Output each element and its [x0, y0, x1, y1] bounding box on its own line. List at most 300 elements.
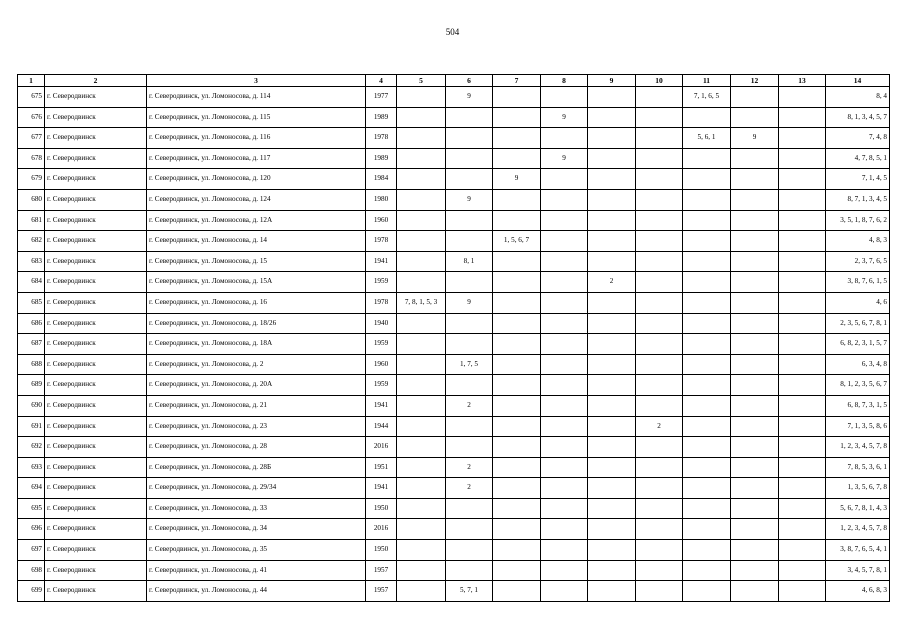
table-row — [18, 478, 890, 499]
table-cell — [683, 416, 731, 437]
table-cell: 1959 — [366, 272, 397, 293]
table-cell: 2 — [446, 457, 493, 478]
table-row — [18, 169, 890, 190]
table-cell — [541, 498, 588, 519]
table-cell — [636, 581, 683, 602]
table-cell: г. Северодвинск, ул. Ломоносова, д. 29/34 — [147, 478, 366, 499]
table-cell — [541, 375, 588, 396]
table-cell — [636, 354, 683, 375]
table-cell: 675 — [18, 87, 45, 108]
table-cell — [493, 210, 541, 231]
table-cell — [493, 560, 541, 581]
table-cell: 3, 5, 1, 8, 7, 6, 2 — [826, 210, 890, 231]
table-cell: 1941 — [366, 251, 397, 272]
table-cell: 682 — [18, 231, 45, 252]
table-cell — [779, 107, 826, 128]
table-cell: г. Северодвинск — [45, 498, 147, 519]
table-cell: 685 — [18, 292, 45, 313]
table-row — [18, 292, 890, 313]
table-cell — [541, 292, 588, 313]
table-cell: 9 — [541, 148, 588, 169]
table-cell — [541, 478, 588, 499]
table-cell: 8, 4 — [826, 87, 890, 108]
table-cell — [588, 395, 636, 416]
table-row — [18, 148, 890, 169]
table-cell: г. Северодвинск — [45, 334, 147, 355]
table-row — [18, 498, 890, 519]
table-cell — [731, 272, 779, 293]
table-cell — [779, 498, 826, 519]
table-cell — [446, 169, 493, 190]
table-cell: 7, 1, 6, 5 — [683, 87, 731, 108]
table-cell — [493, 292, 541, 313]
column-header: 5 — [397, 75, 446, 87]
table-cell: г. Северодвинск — [45, 519, 147, 540]
table-cell: г. Северодвинск, ул. Ломоносова, д. 15 — [147, 251, 366, 272]
table-cell: 679 — [18, 169, 45, 190]
table-cell: 6, 8, 7, 3, 1, 5 — [826, 395, 890, 416]
table-cell — [779, 560, 826, 581]
table-cell: г. Северодвинск, ул. Ломоносова, д. 20А — [147, 375, 366, 396]
table-cell — [588, 560, 636, 581]
table-cell: 1, 5, 6, 7 — [493, 231, 541, 252]
table-cell: 678 — [18, 148, 45, 169]
table-cell — [779, 128, 826, 149]
table-cell — [588, 498, 636, 519]
table-cell — [636, 210, 683, 231]
table-cell — [397, 416, 446, 437]
table-cell — [397, 354, 446, 375]
table-cell: г. Северодвинск, ул. Ломоносова, д. 124 — [147, 189, 366, 210]
table-cell — [446, 498, 493, 519]
table-cell — [731, 478, 779, 499]
table-cell — [541, 231, 588, 252]
table-cell — [397, 560, 446, 581]
table-cell: г. Северодвинск, ул. Ломоносова, д. 41 — [147, 560, 366, 581]
table-cell — [541, 334, 588, 355]
table-cell: г. Северодвинск — [45, 457, 147, 478]
table-cell: 1950 — [366, 498, 397, 519]
table-cell — [493, 334, 541, 355]
table-cell: г. Северодвинск — [45, 107, 147, 128]
table-cell — [683, 107, 731, 128]
table-cell — [397, 251, 446, 272]
table-cell — [683, 210, 731, 231]
table-cell — [493, 519, 541, 540]
table-cell: 684 — [18, 272, 45, 293]
table-cell — [397, 478, 446, 499]
table-cell — [731, 189, 779, 210]
table-cell — [588, 581, 636, 602]
table-cell: 1940 — [366, 313, 397, 334]
table-cell: г. Северодвинск, ул. Ломоносова, д. 14 — [147, 231, 366, 252]
column-header: 4 — [366, 75, 397, 87]
table-cell: 1, 2, 3, 4, 5, 7, 8 — [826, 519, 890, 540]
table-cell: 1957 — [366, 560, 397, 581]
table-cell — [683, 581, 731, 602]
table-cell — [731, 87, 779, 108]
table-cell — [779, 189, 826, 210]
table-cell: г. Северодвинск — [45, 87, 147, 108]
table-cell — [397, 210, 446, 231]
table-cell — [588, 292, 636, 313]
table-cell — [683, 560, 731, 581]
table-cell: 8, 1 — [446, 251, 493, 272]
column-header: 14 — [826, 75, 890, 87]
table-row — [18, 416, 890, 437]
table-row — [18, 560, 890, 581]
table-cell — [541, 354, 588, 375]
table-cell — [779, 272, 826, 293]
table-cell: 7, 4, 8 — [826, 128, 890, 149]
table-cell — [541, 189, 588, 210]
table-cell: 686 — [18, 313, 45, 334]
table-cell — [588, 540, 636, 561]
table-cell — [446, 540, 493, 561]
table-cell — [493, 272, 541, 293]
table-cell — [397, 540, 446, 561]
table-cell — [779, 231, 826, 252]
table-cell — [588, 519, 636, 540]
table-cell: 1989 — [366, 148, 397, 169]
table-cell: г. Северодвинск — [45, 354, 147, 375]
table-cell: 7, 1, 4, 5 — [826, 169, 890, 190]
table-cell — [636, 128, 683, 149]
table-cell: 676 — [18, 107, 45, 128]
table-cell: 9 — [493, 169, 541, 190]
column-header: 12 — [731, 75, 779, 87]
table-cell: г. Северодвинск, ул. Ломоносова, д. 114 — [147, 87, 366, 108]
table-cell — [541, 395, 588, 416]
table-cell: 1, 7, 5 — [446, 354, 493, 375]
table-cell: г. Северодвинск — [45, 210, 147, 231]
table-cell — [446, 313, 493, 334]
table-cell — [636, 189, 683, 210]
table-cell — [397, 189, 446, 210]
column-header: 10 — [636, 75, 683, 87]
table-cell — [397, 519, 446, 540]
table-cell — [446, 375, 493, 396]
table-cell — [446, 560, 493, 581]
table-cell — [731, 354, 779, 375]
table-cell: 696 — [18, 519, 45, 540]
table-cell: 1941 — [366, 478, 397, 499]
table-cell: г. Северодвинск, ул. Ломоносова, д. 28 — [147, 437, 366, 458]
table-row — [18, 457, 890, 478]
table-cell: 1951 — [366, 457, 397, 478]
table-cell — [588, 231, 636, 252]
table-cell — [588, 313, 636, 334]
table-cell: 1984 — [366, 169, 397, 190]
table-cell — [683, 251, 731, 272]
table-cell: 2, 3, 7, 6, 5 — [826, 251, 890, 272]
table-cell — [683, 457, 731, 478]
table-cell: 9 — [731, 128, 779, 149]
table-cell: 1959 — [366, 334, 397, 355]
table-cell — [636, 498, 683, 519]
table-cell — [731, 231, 779, 252]
table-cell: 2 — [446, 478, 493, 499]
table-header — [18, 75, 890, 87]
table-cell: г. Северодвинск — [45, 231, 147, 252]
table-cell: 1959 — [366, 375, 397, 396]
table-cell — [779, 478, 826, 499]
table-cell — [397, 581, 446, 602]
table-cell — [636, 272, 683, 293]
table-cell — [493, 478, 541, 499]
table-cell — [588, 189, 636, 210]
table-cell — [731, 148, 779, 169]
table-cell: 3, 8, 7, 6, 1, 5 — [826, 272, 890, 293]
table-cell — [636, 437, 683, 458]
table-cell — [397, 87, 446, 108]
table-cell — [493, 313, 541, 334]
table-cell — [588, 251, 636, 272]
table-row — [18, 581, 890, 602]
table-cell — [493, 189, 541, 210]
table-cell — [446, 437, 493, 458]
table-cell — [731, 519, 779, 540]
table-cell: 8, 7, 1, 3, 4, 5 — [826, 189, 890, 210]
table-cell — [731, 107, 779, 128]
table-cell: 1950 — [366, 540, 397, 561]
table-cell — [636, 87, 683, 108]
table-cell — [588, 478, 636, 499]
table-cell: г. Северодвинск, ул. Ломоносова, д. 116 — [147, 128, 366, 149]
table-cell: 9 — [541, 107, 588, 128]
table-cell: 3, 8, 7, 6, 5, 4, 1 — [826, 540, 890, 561]
table-cell — [731, 375, 779, 396]
table-cell: г. Северодвинск — [45, 560, 147, 581]
table-cell — [731, 457, 779, 478]
table-cell: 9 — [446, 189, 493, 210]
table-cell: 2 — [588, 272, 636, 293]
column-header: 7 — [493, 75, 541, 87]
table-cell — [446, 148, 493, 169]
table-cell — [541, 416, 588, 437]
table-cell: 697 — [18, 540, 45, 561]
table-row — [18, 210, 890, 231]
table-cell — [541, 560, 588, 581]
table-cell: г. Северодвинск, ул. Ломоносова, д. 117 — [147, 148, 366, 169]
table-cell — [779, 169, 826, 190]
table-cell: г. Северодвинск, ул. Ломоносова, д. 12А — [147, 210, 366, 231]
table-row — [18, 87, 890, 108]
table-cell: 691 — [18, 416, 45, 437]
table-cell: 1, 3, 5, 6, 7, 8 — [826, 478, 890, 499]
table-cell — [446, 128, 493, 149]
table-cell — [493, 498, 541, 519]
table-cell — [397, 148, 446, 169]
table-cell: 1960 — [366, 210, 397, 231]
table-cell — [779, 210, 826, 231]
table-cell: г. Северодвинск, ул. Ломоносова, д. 34 — [147, 519, 366, 540]
table-cell: 5, 6, 7, 8, 1, 4, 3 — [826, 498, 890, 519]
table-cell — [493, 251, 541, 272]
table-row — [18, 437, 890, 458]
column-header: 6 — [446, 75, 493, 87]
table-cell — [779, 87, 826, 108]
table-cell — [683, 540, 731, 561]
table-cell: г. Северодвинск, ул. Ломоносова, д. 16 — [147, 292, 366, 313]
table-cell: 1980 — [366, 189, 397, 210]
table-cell — [541, 519, 588, 540]
table-row — [18, 189, 890, 210]
table-row — [18, 128, 890, 149]
table-cell — [683, 334, 731, 355]
table-cell: 692 — [18, 437, 45, 458]
table-cell: 2016 — [366, 437, 397, 458]
table-cell: 1957 — [366, 581, 397, 602]
table-cell — [541, 251, 588, 272]
table-cell — [397, 437, 446, 458]
table-cell — [446, 272, 493, 293]
table-cell — [636, 519, 683, 540]
table-cell: 689 — [18, 375, 45, 396]
table-cell — [588, 354, 636, 375]
table-cell — [636, 395, 683, 416]
table-cell: 1944 — [366, 416, 397, 437]
table-cell: 1977 — [366, 87, 397, 108]
table-cell — [493, 107, 541, 128]
table-cell — [588, 169, 636, 190]
table-cell — [541, 540, 588, 561]
table-cell — [779, 457, 826, 478]
table-cell — [683, 231, 731, 252]
table-cell: г. Северодвинск — [45, 148, 147, 169]
table-cell — [397, 272, 446, 293]
table-cell: 1941 — [366, 395, 397, 416]
column-header: 3 — [147, 75, 366, 87]
table-cell — [588, 437, 636, 458]
table-cell: г. Северодвинск — [45, 478, 147, 499]
table-cell — [731, 334, 779, 355]
table-cell — [541, 457, 588, 478]
table-cell: г. Северодвинск, ул. Ломоносова, д. 23 — [147, 416, 366, 437]
table-cell — [493, 128, 541, 149]
table-cell: 680 — [18, 189, 45, 210]
table-cell: 687 — [18, 334, 45, 355]
table-cell: 1, 2, 3, 4, 5, 7, 8 — [826, 437, 890, 458]
table-cell: 2, 3, 5, 6, 7, 8, 1 — [826, 313, 890, 334]
table-cell: 693 — [18, 457, 45, 478]
column-header: 8 — [541, 75, 588, 87]
table-cell — [397, 313, 446, 334]
table-cell — [683, 354, 731, 375]
table-cell — [731, 169, 779, 190]
table-cell: г. Северодвинск, ул. Ломоносова, д. 115 — [147, 107, 366, 128]
table-cell — [683, 375, 731, 396]
table-cell — [636, 457, 683, 478]
table-cell: г. Северодвинск — [45, 540, 147, 561]
table-cell — [683, 292, 731, 313]
table-cell — [397, 457, 446, 478]
table-cell — [541, 272, 588, 293]
table-cell: г. Северодвинск — [45, 313, 147, 334]
table-cell — [446, 107, 493, 128]
table-cell — [493, 395, 541, 416]
table-cell — [493, 437, 541, 458]
table-cell: г. Северодвинск — [45, 292, 147, 313]
table-cell: 677 — [18, 128, 45, 149]
table-cell — [779, 437, 826, 458]
header-row — [18, 75, 890, 87]
table-cell — [731, 251, 779, 272]
table-cell — [636, 148, 683, 169]
table-cell — [493, 540, 541, 561]
table-cell — [588, 128, 636, 149]
table-row — [18, 272, 890, 293]
table-cell — [683, 272, 731, 293]
table-cell: 2016 — [366, 519, 397, 540]
table-cell — [779, 354, 826, 375]
table-cell: г. Северодвинск, ул. Ломоносова, д. 2 — [147, 354, 366, 375]
table-cell — [397, 169, 446, 190]
table-cell — [397, 231, 446, 252]
table-row — [18, 313, 890, 334]
table-cell — [683, 478, 731, 499]
table-cell — [636, 375, 683, 396]
table-row — [18, 519, 890, 540]
table-cell: г. Северодвинск — [45, 437, 147, 458]
table-cell — [493, 581, 541, 602]
table-cell — [779, 581, 826, 602]
table-cell — [588, 87, 636, 108]
table-cell: 5, 7, 1 — [446, 581, 493, 602]
table-cell — [541, 437, 588, 458]
table-cell — [731, 437, 779, 458]
table-row — [18, 334, 890, 355]
table-cell: 4, 8, 3 — [826, 231, 890, 252]
table-cell — [493, 416, 541, 437]
table-cell — [588, 107, 636, 128]
table-cell — [779, 519, 826, 540]
table-cell — [779, 292, 826, 313]
table-cell: 4, 6, 8, 3 — [826, 581, 890, 602]
housing-register-table — [17, 74, 890, 602]
table-cell — [731, 210, 779, 231]
table-cell — [541, 169, 588, 190]
table-cell — [397, 498, 446, 519]
table-cell — [779, 540, 826, 561]
table-cell — [636, 478, 683, 499]
table-cell — [683, 313, 731, 334]
column-header: 11 — [683, 75, 731, 87]
table-cell: 1989 — [366, 107, 397, 128]
table-row — [18, 251, 890, 272]
table-cell — [446, 416, 493, 437]
table-cell: 3, 4, 5, 7, 8, 1 — [826, 560, 890, 581]
table-cell: г. Северодвинск — [45, 581, 147, 602]
table-row — [18, 231, 890, 252]
table-cell — [588, 334, 636, 355]
column-header: 1 — [18, 75, 45, 87]
table-cell: г. Северодвинск, ул. Ломоносова, д. 15А — [147, 272, 366, 293]
table-cell — [493, 375, 541, 396]
table-cell — [636, 292, 683, 313]
table-cell — [636, 313, 683, 334]
table-cell: 681 — [18, 210, 45, 231]
table-cell: 683 — [18, 251, 45, 272]
table-cell — [779, 251, 826, 272]
table-cell: 1978 — [366, 128, 397, 149]
table-cell: 5, 6, 1 — [683, 128, 731, 149]
table-cell: 2 — [446, 395, 493, 416]
table-cell — [541, 87, 588, 108]
column-header: 13 — [779, 75, 826, 87]
table-cell — [731, 560, 779, 581]
table-cell: г. Северодвинск — [45, 272, 147, 293]
